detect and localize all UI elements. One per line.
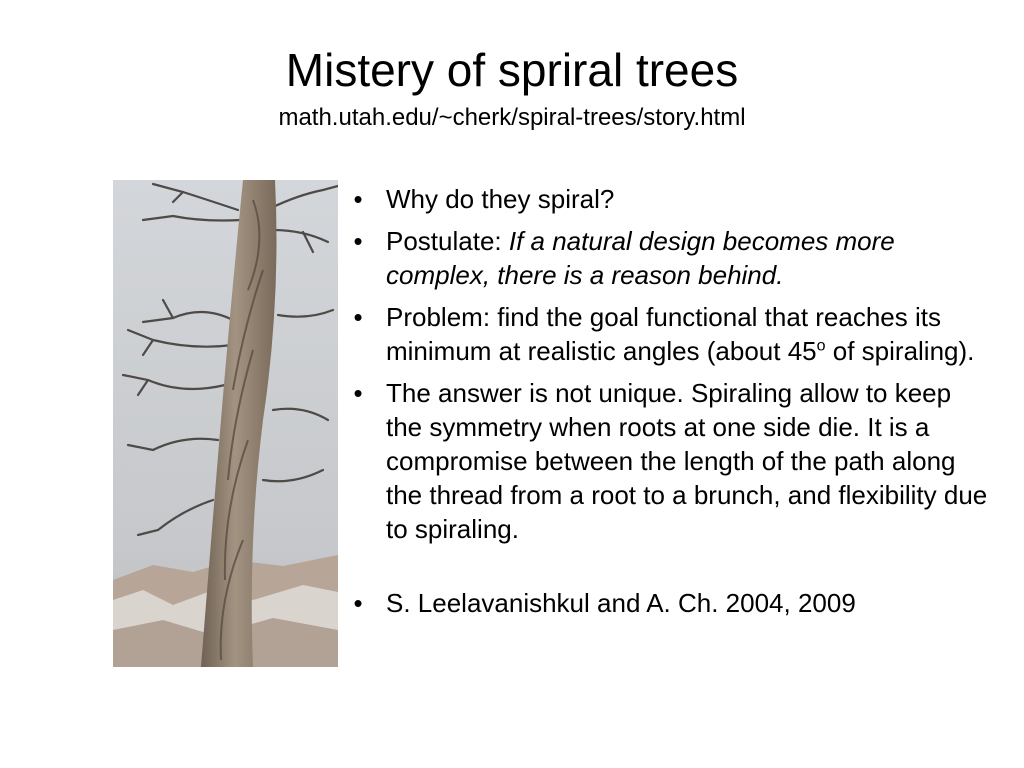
degree-superscript: o (816, 337, 826, 355)
bullet-glyph: • (353, 588, 363, 618)
bullet-glyph: • (353, 302, 363, 332)
slide-subtitle-url: math.utah.edu/~cherk/spiral-trees/story.html (278, 104, 746, 131)
bullet-italic-text: If a natural design becomes more complex, there is a reason behind. (386, 226, 895, 290)
title-block (0, 40, 1024, 134)
spiral-tree-photo (113, 180, 338, 667)
bullet-list (348, 182, 988, 628)
slide-title: Mistery of spriral trees (285, 44, 739, 96)
bullet-item (348, 376, 988, 546)
reference-text: S. Leelavanishkul and A. Ch. 2004, 2009 (386, 588, 856, 618)
bullet-item (348, 224, 988, 292)
bullet-item (348, 182, 988, 216)
bullet-text-tail: of spiraling). (825, 336, 975, 366)
bullet-item (348, 300, 988, 368)
bullet-glyph: • (353, 226, 363, 256)
bullet-text: Why do they spiral? (386, 184, 615, 214)
bullet-glyph: • (353, 378, 363, 408)
bullet-lead-text: Postulate: (386, 226, 509, 256)
bullet-item-reference (348, 586, 988, 620)
bullet-text: Problem: find the goal functional that reaches its minimum at realistic angles (about 45 (386, 302, 941, 366)
bullet-glyph: • (353, 184, 363, 214)
bullet-text: The answer is not unique. Spiraling allow to keep the symmetry when roots at one side die. It is a compromise between the length of the path along the thread from a root to a brunch, and flexibility due to spiraling. (386, 378, 988, 544)
